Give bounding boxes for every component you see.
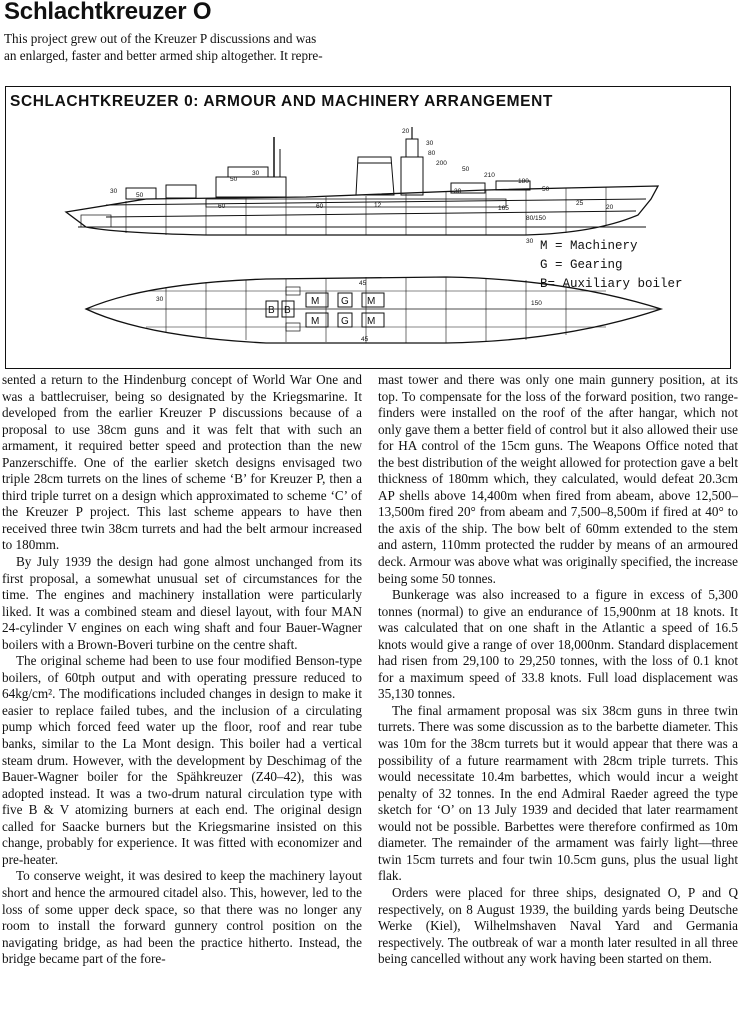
profile-label: 180 [518, 178, 529, 185]
profile-label: 50 [230, 176, 238, 183]
plan-label: 150 [531, 300, 542, 307]
profile-hull [66, 186, 658, 235]
fore-tower [401, 157, 423, 195]
profile-label: 200 [436, 160, 447, 167]
profile-label: 210 [484, 172, 495, 179]
intro-line: an enlarged, faster and better armed ship altogether. It repre- [4, 48, 323, 63]
legend-machinery: M = Machinery [540, 239, 638, 253]
right-column [378, 372, 738, 968]
turret-aft-2 [166, 185, 196, 198]
profile-label: 25 [576, 200, 584, 207]
profile-label: 60 [218, 203, 226, 210]
profile-label: 12 [374, 202, 382, 209]
profile-label: 50 [462, 166, 470, 173]
intro-paragraph [4, 30, 364, 64]
intro-line: This project grew out of the Kreuzer P discussions and was [4, 31, 317, 46]
plan-label: 30 [156, 296, 164, 303]
profile-label: 50 [542, 186, 550, 193]
article-title: Schlachtkreuzer O [4, 0, 212, 25]
paragraph: The final armament proposal was six 38cm guns in three twin turrets. There was some discussion as to the barbette diameter. This was 10m for the 38cm turrets but it would appear that there was a possibility of a future rearmament with 28cm triple turrets. This would necessitate 10.4m barbettes, which would incur a weight penalty of 32 tonnes. In the end Admiral Raeder agreed the type sketch for ‘O’ on 13 July 1939 and decided that later rearmament would not be possible. Barbettes were therefore confirmed as 10m diameter. The remainder of the armament was fairly light—three twin 15cm turrets and four twin 10.5cm guns, plus the usual light flak. [378, 702, 738, 884]
profile-label: 30 [252, 170, 260, 177]
left-column [2, 372, 362, 968]
profile-label: 30 [526, 238, 534, 245]
plan-label-g: G [341, 316, 349, 327]
plan-label-m: M [311, 296, 320, 307]
legend-gearing: G = Gearing [540, 258, 623, 272]
profile-label: 50 [136, 192, 144, 199]
paragraph: By July 1939 the design had gone almost unchanged from its first proposal, a somewhat unusual set of circumstances for the time. The engines and machinery installation were particularly liked. It was a combined steam and diesel layout, with four MAN 24-cylinder V engines on each wing shaft and four Bauer-Wagner boilers with a Brown-Boveri turbine on the centre shaft. [2, 554, 362, 652]
profile-label: 30 [110, 188, 118, 195]
aft-superstructure [216, 177, 286, 197]
profile-label: 30 [454, 188, 462, 195]
armour-machinery-figure [5, 86, 731, 369]
paragraph: sented a return to the Hindenburg concept of World War One and was a battlecruiser, being so designated by the Kriegsmarine. It developed from the earlier Kreuzer P discussions because of a proposal to use 38cm guns and it was felt that with such an armament, it required better speed and protection than the new Panzerschiffe. One of the earlier sketch designs envisaged two triple 28cm turrets on the lines of scheme ‘B’ for Kreuzer P, then a third triple turret on a design which approximated to scheme ‘C’ of the Kreuzer P project. This last scheme appears to have then received three twin 38cm turrets and had the belt armour increased to 180mm. [2, 372, 362, 553]
plan-label-m: M [367, 296, 376, 307]
paragraph: mast tower and there was only one main gunnery position, at its top. To compensate for the loss of the forward position, two range-finders were installed on the roof of the after hangar, which not only gave them a better field of control but it also allowed their use for HA control of the 15cm guns. The Weapons Office noted that the best distribution of the weight allowed for protection gave a belt thickness of 180mm which, they calculated, would defeat 20.3cm AP shells above 14,400m when fired from abeam, above 12,500–13,500m fired 20° from abeam and 7,500–8,500m if fired at 40° to the axis of the ship. The bow belt of 60mm extended to the stem and astern, 110mm protected the rudder by means of an armoured deck. Armour was above what was originally specified, the increase being some 50 tonnes. [378, 372, 738, 586]
plan-label: 45 [361, 336, 369, 343]
profile-label: 30 [426, 140, 434, 147]
profile-label: 20 [606, 204, 614, 211]
plan-label-m: M [311, 316, 320, 327]
paragraph: To conserve weight, it was desired to keep the machinery layout short and hence the armoured citadel also. This, however, led to the loss of some upper deck space, so that there was no longer any room to install the forward gunnery control position on the navigating bridge, as had been the practice hitherto. Instead, the bridge became part of the fore- [2, 868, 362, 967]
figure-legend [540, 237, 683, 294]
profile-view [66, 127, 658, 235]
plan-label-group [156, 280, 542, 343]
profile-label: 165 [498, 205, 509, 212]
plan-label-m: M [367, 316, 376, 327]
paragraph: Bunkerage was also increased to a figure in excess of 5,300 tonnes (normal) to give an endurance of 15,900nm at 18 knots. It was calculated that on one shaft in the Atlantic a speed of 16.5 knots would give a range of over 18,000nm. Standard displacement had risen from 29,100 to 29,250 tonnes, with the loss of 0.1 knot for a maximum speed of 33.8 knots. Full load displacement was 35,130 tonnes. [378, 587, 738, 702]
paragraph: Orders were placed for three ships, designated O, P and Q respectively, on 8 August 1939, the building yards being Deutsche Werke (Kiel), Wilhelmshaven Naval Yard and Germania respectively. The outbreak of war a month later resulted in all three being cancelled without any work having been started on them. [378, 884, 738, 967]
profile-label: 20 [402, 128, 410, 135]
plan-label-b: B [268, 305, 275, 316]
paragraph: The original scheme had been to use four modified Benson-type boilers, of 60tph output and with operating pressure reduced to 64kg/cm². The modifications included changes in design to make it easier to replace failed tubes, and the inclusion of a circulating pump which forced feed water up the floor, roof and rear tube banks, similar to the La Mont design. This boiler had a vertical steam drum. However, with the development by Deschimag of the Bauer-Wagner boiler for the Spähkreuzer (Z40–42), this was adopted instead. It was a two-drum natural circulation type with five B & V atomizing burners at each end. The original design called for Saacke burners but the Kriegsmarine insisted on this change, probably for experience. It was fitted with economizer and pre-heater. [2, 653, 362, 867]
plan-label-g: G [341, 296, 349, 307]
ship-drawing [6, 87, 732, 370]
profile-label: 60 [316, 203, 324, 210]
profile-label: 80 [428, 150, 436, 157]
legend-aux-boiler: B= Auxiliary boiler [540, 277, 683, 291]
plan-label: 45 [359, 280, 367, 287]
plan-label-b: B [284, 305, 291, 316]
figure-title: SCHLACHTKREUZER 0: ARMOUR AND MACHINERY ARRANGEMENT [10, 93, 553, 110]
profile-label: 80/150 [526, 215, 546, 222]
